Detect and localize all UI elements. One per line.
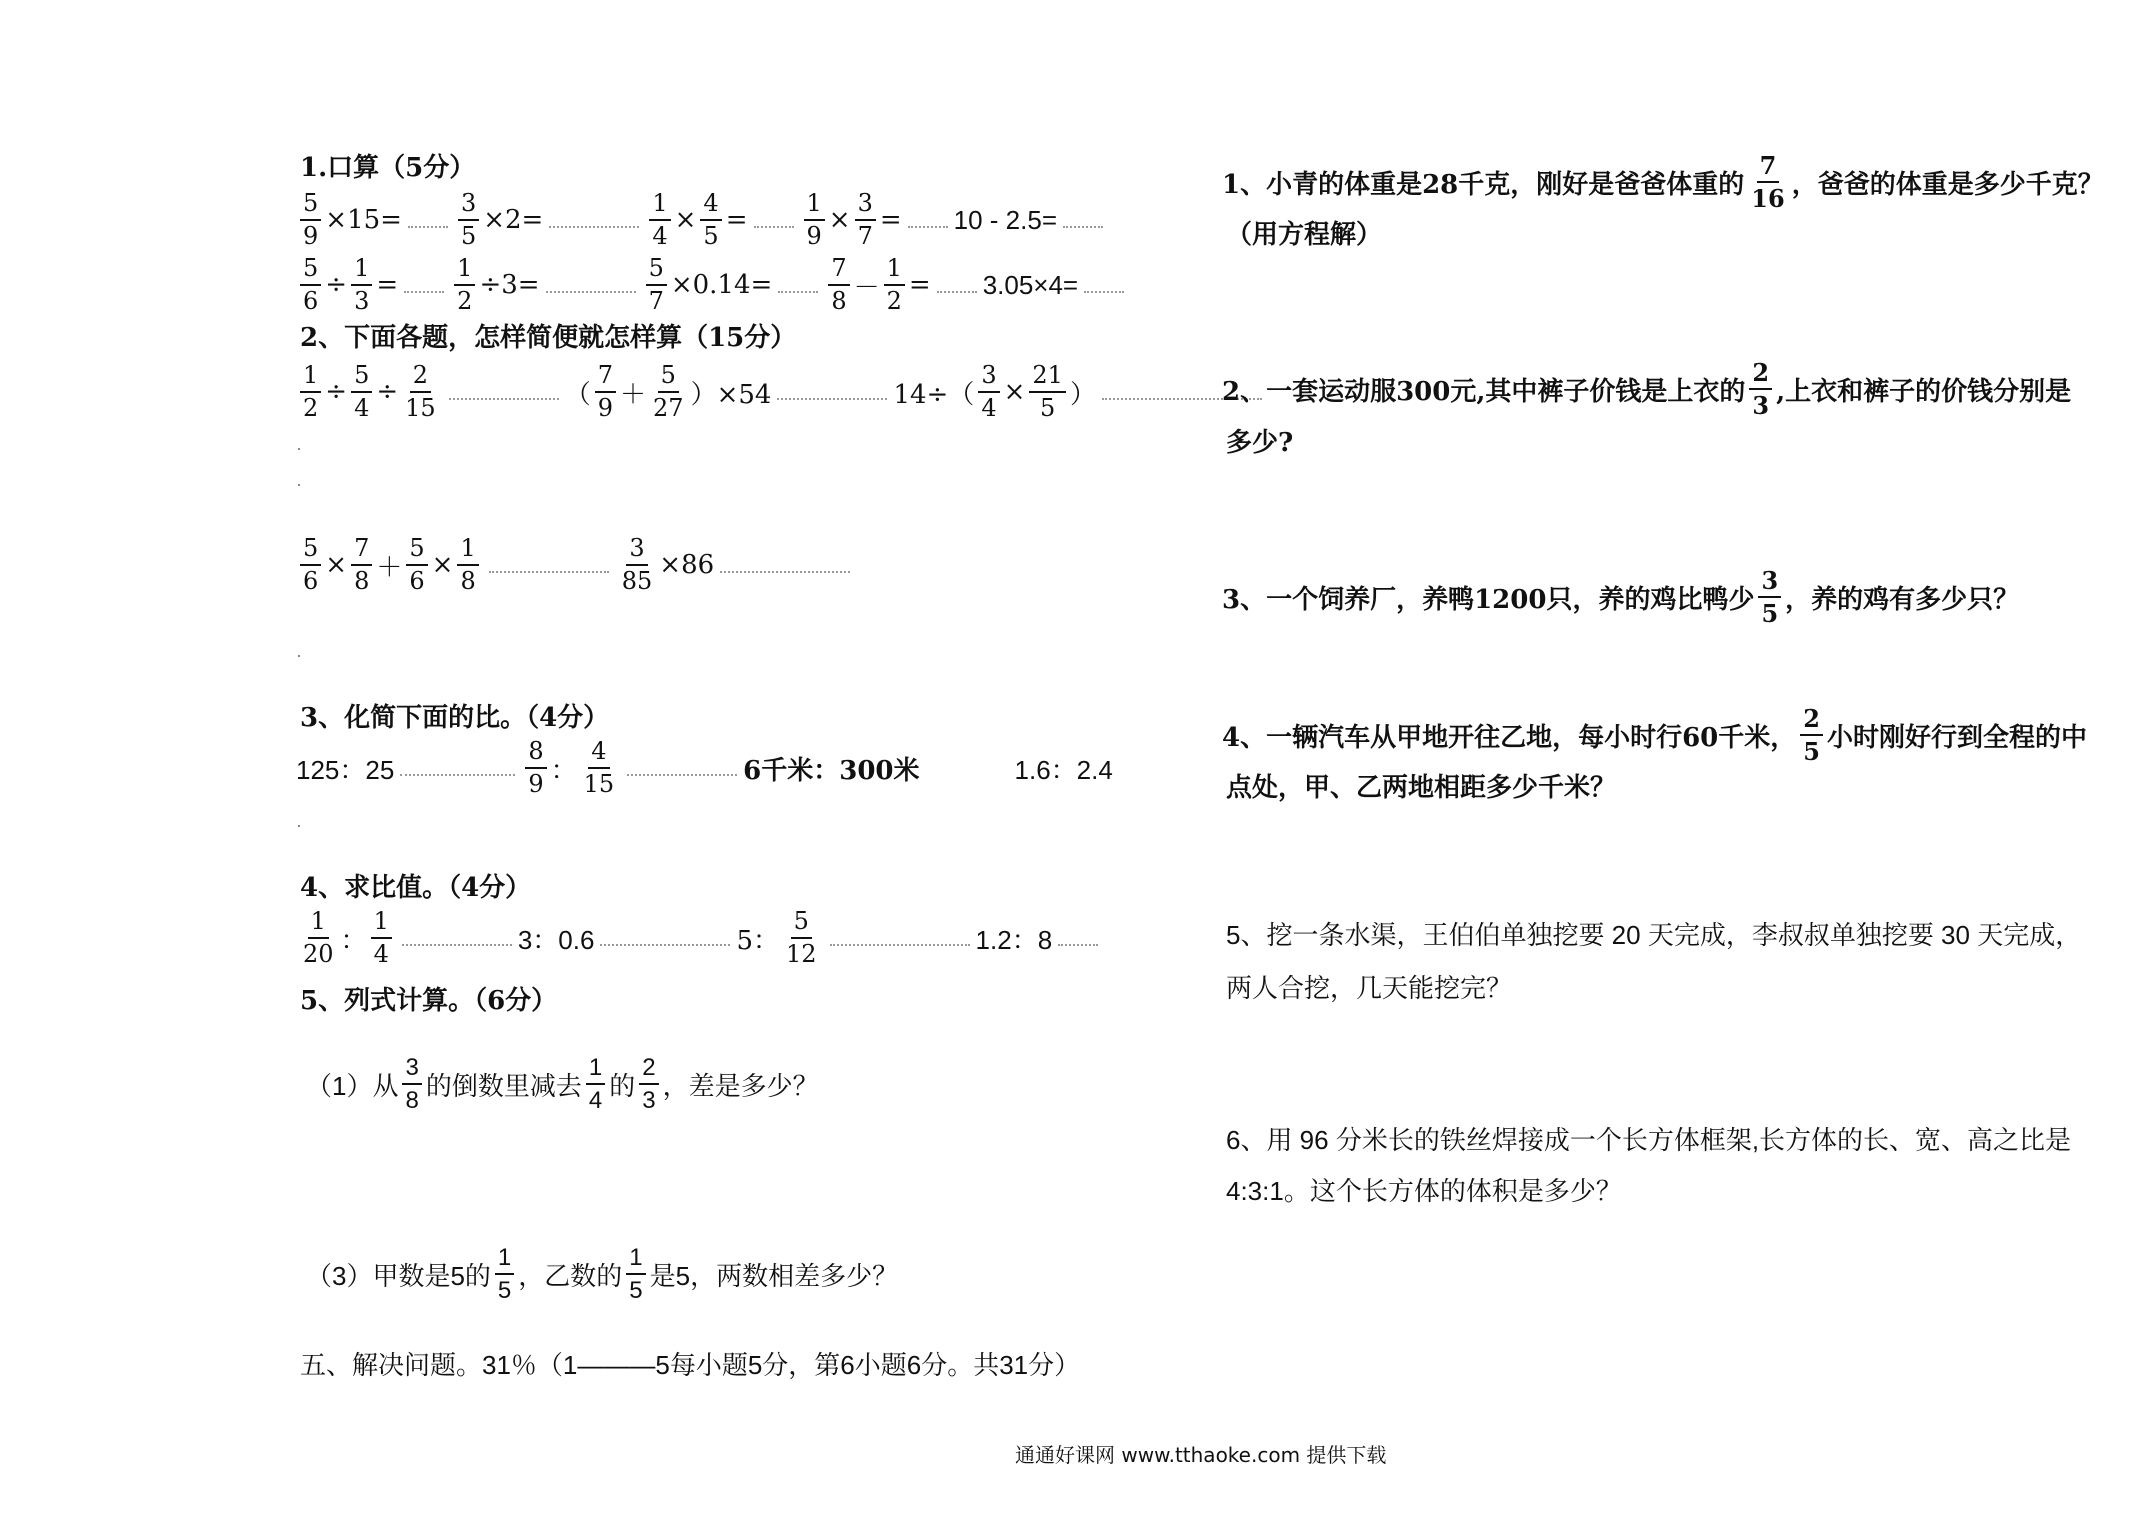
answer-blank[interactable]: [830, 930, 970, 946]
operator: －: [853, 272, 880, 303]
fraction: $\frac{1}{4}$: [371, 909, 392, 967]
operator: ×: [325, 550, 348, 580]
expr-text: ×0.14=: [670, 270, 773, 300]
expr-text: ）×54: [690, 379, 772, 410]
answer-blank[interactable]: [489, 557, 609, 573]
expr-text: =: [908, 270, 931, 300]
fraction: $\frac{1}{5}$: [626, 1245, 645, 1303]
expr-text: 1.6：2.4: [1014, 754, 1113, 785]
oral-row-1: [296, 190, 1109, 250]
fraction: $\frac{5}{6}$: [406, 536, 427, 594]
fraction: $\frac{2}{5}$: [1800, 706, 1823, 764]
simplify-row-1: [296, 362, 1268, 422]
bracket: （: [564, 379, 591, 410]
expr-text: 3.05×4=: [982, 269, 1079, 300]
operator: ÷: [325, 270, 348, 300]
answer-blank[interactable]: [754, 212, 794, 228]
problem-3: [1222, 565, 2019, 629]
fraction: $\frac{1}{2}$: [454, 256, 475, 314]
answer-blank[interactable]: [908, 212, 948, 228]
question-text: 的: [609, 1070, 636, 1101]
section-3-title: 3、化简下面的比。（4分）: [300, 703, 610, 733]
footer-source: 通通好课网 www.tthaoke.com 提供下载: [1015, 1443, 1387, 1467]
operator: ＋: [376, 552, 403, 583]
fraction: $\frac{5}{9}$: [300, 191, 321, 249]
answer-blank[interactable]: [402, 930, 512, 946]
answer-blank[interactable]: [404, 277, 444, 293]
question-text: ，差是多少？: [662, 1070, 819, 1101]
calc-question-1: [306, 1052, 819, 1116]
fraction: $\frac{1}{3}$: [351, 256, 372, 314]
problem-2: [1222, 357, 2071, 421]
problem-5-line2: 两人合挖，几天能挖完？: [1226, 973, 1513, 1003]
problem-2-line2: 多少?: [1226, 428, 1294, 458]
fraction: $\frac{2}{15}$: [405, 360, 436, 422]
expr-text: 125：25: [296, 754, 395, 785]
fraction: $\frac{5}{12}$: [786, 906, 817, 968]
ratio-colon: ：: [550, 755, 577, 786]
expr-text: 1.2：8: [975, 924, 1053, 955]
fraction: $\frac{1}{4}$: [649, 191, 670, 249]
expr-text: ÷3=: [479, 270, 540, 300]
problem-text: 小时刚好行到全程的中: [1826, 722, 2087, 753]
simplify-row-2: [296, 535, 856, 595]
expr-text: 10 - 2.5=: [953, 204, 1058, 235]
fraction: $\frac{4}{15}$: [583, 736, 615, 798]
expr-text: ×2=: [483, 205, 544, 235]
fraction: $\frac{8}{9}$: [525, 739, 546, 797]
scan-speck: [298, 655, 300, 657]
problem-text: ，爸爸的体重是多少千克？: [1791, 169, 2104, 200]
answer-blank[interactable]: [778, 277, 818, 293]
answer-blank[interactable]: [546, 277, 636, 293]
ratio-colon: ：: [340, 925, 367, 956]
scan-speck: [298, 448, 300, 450]
question-text: 的倒数里减去: [425, 1070, 582, 1101]
fraction: $\frac{5}{4}$: [351, 363, 372, 421]
fraction: $\frac{21}{5}$: [1029, 363, 1066, 421]
problem-1-note: （用方程解）: [1226, 220, 1383, 250]
fraction: $\frac{1}{2}$: [884, 256, 905, 314]
answer-blank[interactable]: [777, 384, 887, 400]
oral-row-2: [296, 255, 1130, 315]
operator: ×: [1003, 377, 1026, 407]
answer-blank[interactable]: [1084, 277, 1124, 293]
fraction: $\frac{7}{16}$: [1751, 150, 1785, 213]
calc-question-3: [306, 1242, 898, 1306]
answer-blank[interactable]: [720, 557, 850, 573]
scan-speck: [298, 484, 300, 486]
operator: ÷: [376, 377, 399, 407]
expr-text: 14÷（: [893, 379, 975, 410]
answer-blank[interactable]: [449, 384, 559, 400]
answer-blank[interactable]: [408, 212, 448, 228]
section-4-title: 4、求比值。（4分）: [300, 873, 532, 903]
operator: ＋: [620, 379, 647, 410]
answer-blank[interactable]: [549, 212, 639, 228]
fraction: $\frac{1}{9}$: [804, 191, 825, 249]
fraction: $\frac{5}{27}$: [653, 360, 684, 422]
fraction: $\frac{4}{5}$: [700, 191, 721, 249]
expr-text: ×15=: [325, 205, 402, 235]
operator: ×: [674, 205, 697, 235]
fraction: $\frac{3}{8}$: [402, 1055, 421, 1113]
ratio-value-row: [296, 908, 1104, 968]
fraction: $\frac{1}{4}$: [586, 1055, 605, 1113]
operator: ×: [828, 205, 851, 235]
section-5-problems-title: 五、解决问题。31％（1———5每小题5分，第6小题6分。共31分）: [300, 1350, 1081, 1380]
fraction: $\frac{5}{6}$: [300, 536, 321, 594]
fraction: $\frac{3}{7}$: [855, 191, 876, 249]
problem-1: [1222, 150, 2104, 214]
fraction: $\frac{1}{5}$: [495, 1245, 514, 1303]
fraction: $\frac{1}{20}$: [303, 906, 334, 968]
answer-blank[interactable]: [627, 760, 737, 776]
answer-blank[interactable]: [600, 930, 730, 946]
question-text: ，乙数的: [518, 1260, 623, 1291]
expr-text: =: [725, 205, 748, 235]
problem-text: 2、一套运动服300元,其中裤子价钱是上衣的: [1222, 376, 1746, 407]
fraction: $\frac{1}{2}$: [300, 363, 321, 421]
operator: ÷: [325, 377, 348, 407]
answer-blank[interactable]: [1058, 930, 1098, 946]
problem-text: 3、一个饲养厂，养鸭1200只，养的鸡比鸭少: [1222, 584, 1755, 615]
problem-text: 4、一辆汽车从甲地开往乙地，每小时行60千米，: [1222, 722, 1797, 753]
section-1-title: 1.口算（5分）: [300, 153, 476, 183]
fraction: $\frac{2}{3}$: [1749, 360, 1772, 418]
expr-text: 3：0.6: [517, 924, 595, 955]
problem-text: 1、小青的体重是28千克，刚好是爸爸体重的: [1222, 169, 1745, 200]
scan-speck: [298, 825, 300, 827]
problem-6-line2: 4:3:1。这个长方体的体积是多少？: [1226, 1176, 1622, 1206]
fraction: $\frac{1}{8}$: [457, 536, 478, 594]
fraction: $\frac{3}{4}$: [978, 363, 999, 421]
question-text: （3）甲数是5的: [306, 1260, 491, 1291]
section-5-title: 5、列式计算。（6分）: [300, 986, 558, 1016]
problem-4-line2: 点处，甲、乙两地相距多少千米？: [1226, 773, 1617, 803]
bracket: ）: [1069, 379, 1096, 410]
ratio-simplify-row: [296, 738, 1113, 798]
expr-text: =: [879, 205, 902, 235]
answer-blank[interactable]: [400, 760, 515, 776]
fraction: $\frac{5}{6}$: [300, 256, 321, 314]
operator: ×: [431, 550, 454, 580]
answer-blank[interactable]: [937, 277, 977, 293]
question-text: 是5，两数相差多少？: [649, 1260, 899, 1291]
fraction: $\frac{3}{5}$: [458, 191, 479, 249]
answer-blank[interactable]: [1063, 212, 1103, 228]
expr-text: ×86: [659, 550, 715, 580]
fraction: $\frac{3}{85}$: [621, 533, 653, 595]
problem-4: [1222, 703, 2087, 767]
fraction: $\frac{7}{8}$: [828, 256, 849, 314]
question-text: （1）从: [306, 1070, 399, 1101]
section-2-title: 2、下面各题，怎样简便就怎样算（15分）: [300, 323, 797, 353]
problem-text: ,上衣和裤子的价钱分别是: [1776, 376, 2072, 407]
problem-6-line1: 6、用 96 分米长的铁丝焊接成一个长方体框架,长方体的长、宽、高之比是: [1226, 1125, 2072, 1155]
problem-text: ，养的鸡有多少只？: [1785, 584, 2020, 615]
fraction: $\frac{2}{3}$: [639, 1055, 658, 1113]
expr-text: 6千米：300米: [743, 755, 920, 786]
problem-5-line1: 5、挖一条水渠，王伯伯单独挖要 20 天完成，李叔叔单独挖要 30 天完成，: [1226, 920, 2082, 950]
fraction: $\frac{7}{8}$: [351, 536, 372, 594]
fraction: $\frac{3}{5}$: [1758, 568, 1781, 626]
expr-text: 5：: [736, 925, 779, 956]
fraction: $\frac{5}{7}$: [646, 256, 667, 314]
expr-text: =: [376, 270, 399, 300]
fraction: $\frac{7}{9}$: [595, 363, 616, 421]
